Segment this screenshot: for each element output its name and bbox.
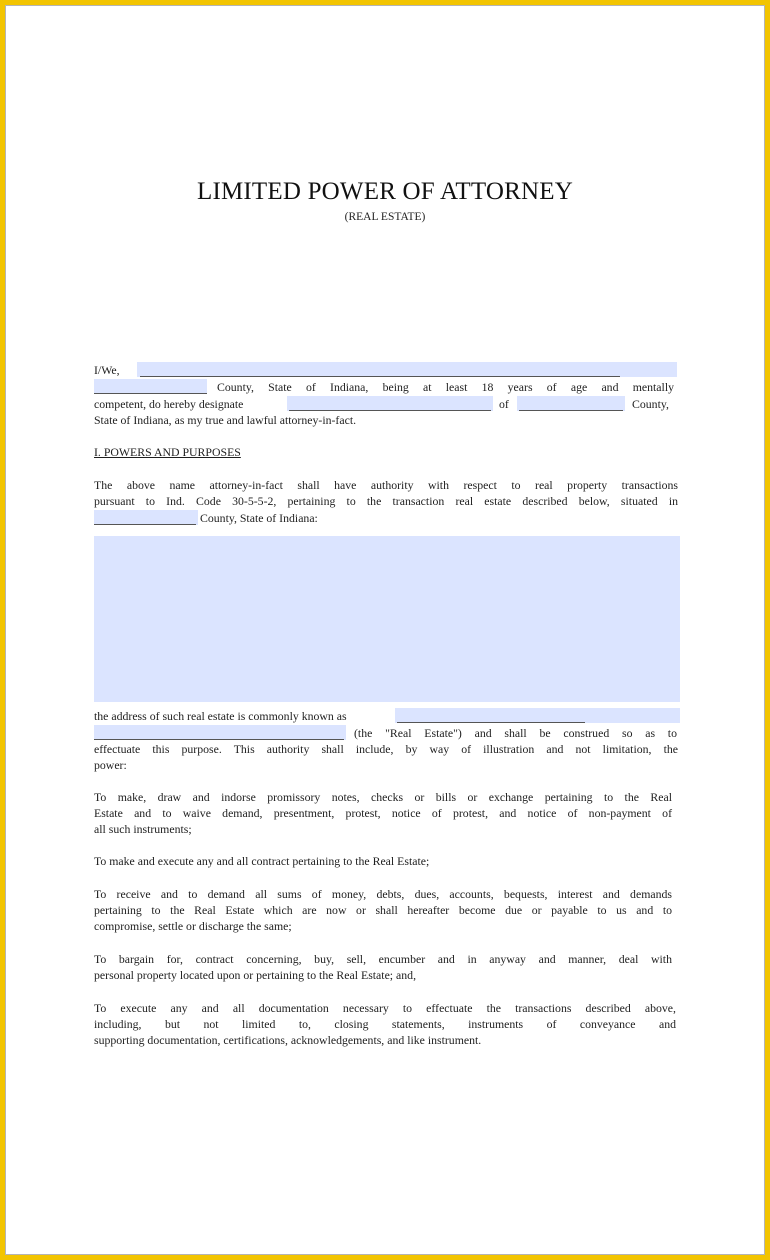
property-county-field[interactable]	[94, 510, 198, 525]
powers-line-1: The above name attorney-in-fact shall have authority with respect to real property transactions	[94, 478, 678, 492]
address-line-1: the address of such real estate is commonly known as	[94, 709, 347, 723]
section-heading: I. POWERS AND PURPOSES	[94, 445, 241, 459]
clause-2-line-1: To make and execute any and all contract pertaining to the Real Estate;	[94, 854, 430, 868]
property-address-underline-2	[94, 739, 344, 740]
clause-1-line-2: Estate and to waive demand, presentment, protest, notice of protest, and notice of non-payment of	[94, 806, 672, 820]
property-address-underline-1	[397, 722, 585, 723]
clause-1-line-3: all such instruments;	[94, 822, 192, 836]
clause-1-line-1: To make, draw and indorse promissory notes, checks or bills or exchange pertaining to the Real	[94, 790, 672, 804]
county-label: County,	[632, 397, 669, 411]
property-address-field-2[interactable]	[94, 725, 346, 740]
clause-3-line-1: To receive and to demand all sums of money, debts, dues, accounts, bequests, interest and demands	[94, 887, 672, 901]
county-state-line: County, State of Indiana, being at least 18 years of age and mentally	[217, 380, 674, 394]
iwe-label: I/We,	[94, 363, 120, 377]
clause-3-line-2: pertaining to the Real Estate which are now or shall hereafter become due or payable to us and to	[94, 903, 672, 917]
property-address-field-1[interactable]	[395, 708, 680, 723]
powers-line-2: pursuant to Ind. Code 30-5-5-2, pertaining to the transaction real estate described below, situated in	[94, 494, 678, 508]
state-line: State of Indiana, as my true and lawful attorney-in-fact.	[94, 413, 357, 427]
document-subtitle: (REAL ESTATE)	[344, 211, 426, 223]
address-line-4: power:	[94, 758, 127, 772]
powers-line-3: County, State of Indiana:	[200, 511, 318, 525]
grantor-name-field[interactable]	[137, 362, 677, 377]
real-estate-label: (the "Real Estate") and shall be construed so as to	[354, 726, 677, 740]
document-title: LIMITED POWER OF ATTORNEY	[196, 178, 574, 205]
grantor-county-field[interactable]	[94, 379, 207, 394]
clause-4-line-1: To bargain for, contract concerning, buy, sell, encumber and in anyway and manner, deal with	[94, 952, 672, 966]
clause-5-line-2: including, but not limited to, closing statements, instruments of conveyance and	[94, 1017, 676, 1031]
attorney-county-underline	[519, 410, 623, 411]
clause-5-line-3: supporting documentation, certifications, acknowledgements, and like instrument.	[94, 1033, 482, 1047]
attorney-county-field[interactable]	[517, 396, 625, 411]
property-county-underline	[94, 524, 196, 525]
address-line-3: effectuate this purpose. This authority shall include, by way of illustration and not limitation, the	[94, 742, 678, 756]
grantor-name-underline	[140, 376, 620, 377]
clause-4-line-2: personal property located upon or pertaining to the Real Estate; and,	[94, 968, 417, 982]
clause-5-line-1: To execute any and all documentation necessary to effectuate the transactions described above,	[94, 1001, 676, 1015]
attorney-name-field[interactable]	[287, 396, 493, 411]
of-label: of	[499, 397, 509, 411]
attorney-name-underline	[289, 410, 491, 411]
legal-description-field[interactable]	[94, 536, 680, 702]
designate-text: competent, do hereby designate	[94, 397, 244, 411]
clause-3-line-3: compromise, settle or discharge the same;	[94, 919, 292, 933]
grantor-county-underline	[94, 393, 207, 394]
